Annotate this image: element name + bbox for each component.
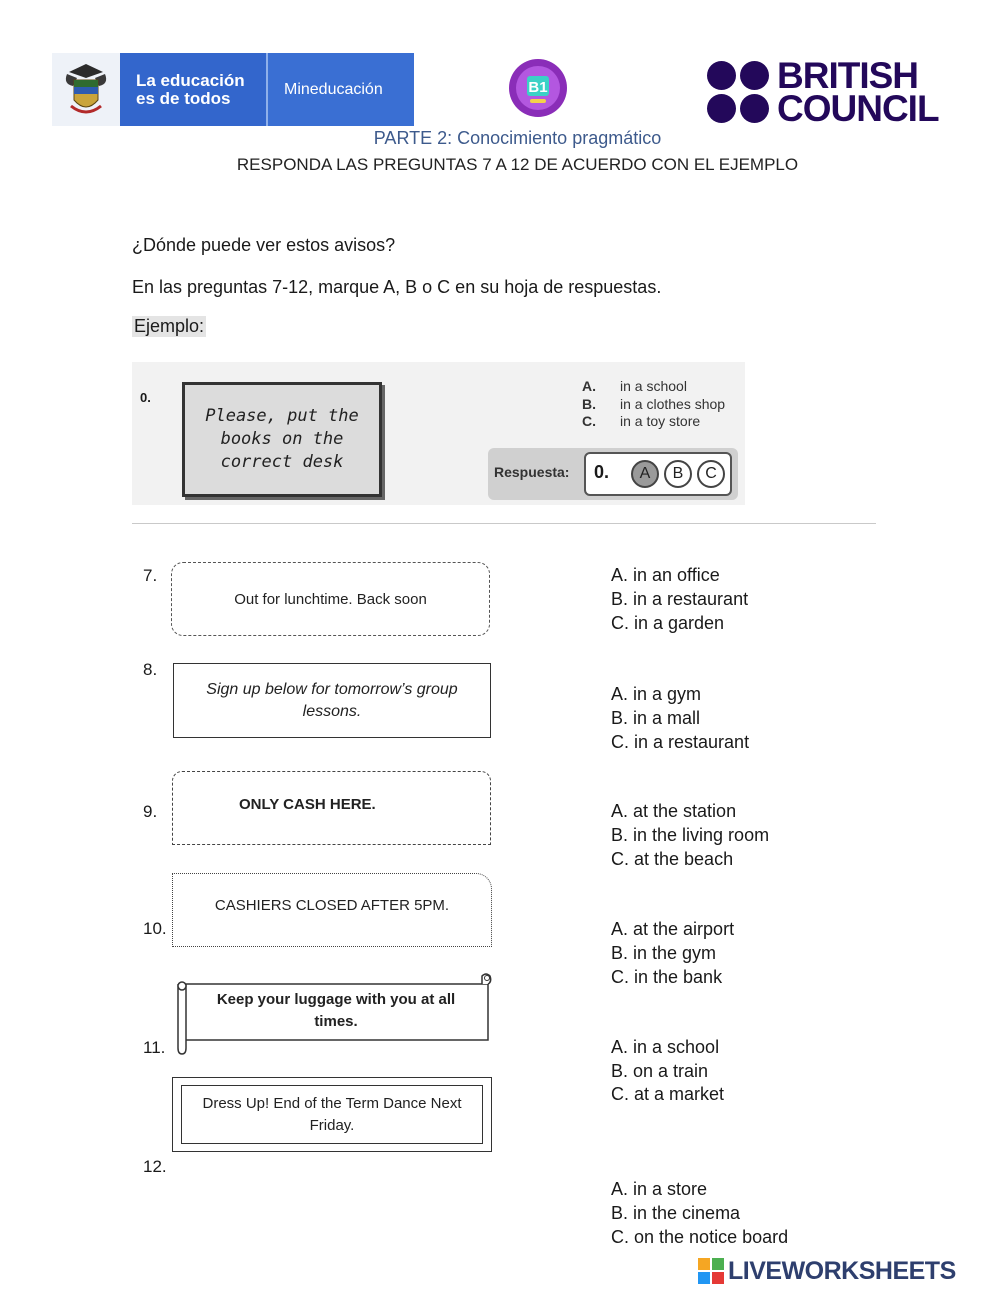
gov-slogan-line2: es de todos bbox=[136, 89, 231, 108]
q9-option-a[interactable]: A. at the station bbox=[611, 801, 737, 821]
section-divider bbox=[132, 523, 876, 524]
government-banner bbox=[52, 53, 414, 126]
answer-bubble-c: C bbox=[697, 460, 725, 488]
coat-of-arms-icon bbox=[63, 62, 109, 118]
liveworksheets-watermark bbox=[698, 1256, 998, 1286]
example-option-letter: C. bbox=[582, 413, 596, 429]
question-number-11: 11. bbox=[143, 1038, 166, 1057]
ministry-name: Mineducación bbox=[268, 53, 414, 126]
q12-option-c[interactable]: C. on the notice board bbox=[611, 1227, 789, 1247]
bc-line2: COUNCIL bbox=[777, 88, 939, 129]
q8-option-b[interactable]: B. in a mall bbox=[611, 708, 701, 728]
q7-option-c[interactable]: C. in a garden bbox=[611, 613, 725, 633]
q8-option-c[interactable]: C. in a restaurant bbox=[611, 732, 750, 752]
q10-option-a[interactable]: A. at the airport bbox=[611, 919, 735, 939]
sign-10: CASHIERS CLOSED AFTER 5PM. bbox=[172, 873, 492, 947]
example-option-a bbox=[582, 378, 687, 394]
british-council-dots-icon bbox=[707, 61, 769, 123]
question-number-12: 12. bbox=[143, 1157, 167, 1176]
gov-slogan bbox=[120, 53, 266, 126]
question-number-9: 9. bbox=[143, 802, 158, 821]
british-council-wordmark bbox=[777, 55, 939, 129]
example-option-b bbox=[582, 396, 725, 412]
question-number-7: 7. bbox=[143, 566, 158, 585]
q11-option-a[interactable]: A. in a school bbox=[611, 1037, 720, 1057]
colombia-seal bbox=[52, 53, 120, 126]
question-prompt: ¿Dónde puede ver estos avisos? bbox=[132, 235, 396, 255]
answer-bubble-b: B bbox=[664, 460, 692, 488]
example-option-letter: A. bbox=[582, 378, 596, 394]
answer-instruction: En las preguntas 7-12, marque A, B o C en su hoja de respuestas. bbox=[132, 277, 662, 297]
b1-challenge-logo bbox=[508, 58, 568, 118]
answer-bubble-a-selected: A bbox=[631, 460, 659, 488]
sign-7: Out for lunchtime. Back soon bbox=[171, 562, 490, 636]
b1-badge-icon bbox=[508, 58, 568, 118]
q7-option-b[interactable]: B. in a restaurant bbox=[611, 589, 749, 609]
gov-slogan-line1: La educación bbox=[136, 71, 245, 90]
example-answer-label: Respuesta: bbox=[494, 464, 570, 480]
british-council-logo bbox=[707, 55, 939, 129]
b1-badge-text: B1 bbox=[528, 79, 548, 96]
example-option-text: in a school bbox=[620, 378, 687, 394]
sign-8: Sign up below for tomorrow’s group lessons. bbox=[173, 663, 491, 738]
question-number-8: 8. bbox=[143, 660, 158, 679]
liveworksheets-brand: LIVEWORKSHEETS bbox=[728, 1256, 956, 1285]
section-instruction: RESPONDA LAS PREGUNTAS 7 A 12 DE ACUERDO CON EL EJEMPLO bbox=[236, 155, 799, 174]
q11-option-b[interactable]: B. on a train bbox=[611, 1061, 709, 1081]
section-title: PARTE 2: Conocimiento pragmático bbox=[373, 128, 662, 148]
example-heading: Ejemplo: bbox=[134, 316, 205, 336]
q9-option-c[interactable]: C. at the beach bbox=[611, 849, 734, 869]
sign-9: ONLY CASH HERE. bbox=[172, 771, 491, 845]
liveworksheets-logo-icon bbox=[698, 1258, 724, 1284]
example-sign: Please, put the books on the correct desk bbox=[182, 382, 382, 497]
example-option-text: in a clothes shop bbox=[620, 396, 726, 412]
q12-option-a[interactable]: A. in a store bbox=[611, 1179, 708, 1199]
q8-option-a[interactable]: A. in a gym bbox=[611, 684, 702, 704]
q10-option-b[interactable]: B. in the gym bbox=[611, 943, 717, 963]
question-number-10: 10. bbox=[143, 919, 167, 938]
q12-option-b[interactable]: B. in the cinema bbox=[611, 1203, 741, 1223]
example-option-text: in a toy store bbox=[620, 413, 701, 429]
q10-option-c[interactable]: C. in the bank bbox=[611, 967, 723, 987]
example-answer-number: 0. bbox=[594, 462, 610, 482]
example-option-c bbox=[582, 413, 700, 429]
example-option-letter: B. bbox=[582, 396, 596, 412]
q11-option-c[interactable]: C. at a market bbox=[611, 1084, 725, 1104]
sign-12: Dress Up! End of the Term Dance Next Friday. bbox=[181, 1085, 483, 1144]
q7-option-a[interactable]: A. in an office bbox=[611, 565, 720, 585]
example-number: 0. bbox=[140, 390, 151, 405]
sign-11: Keep your luggage with you at all times. bbox=[216, 991, 456, 1030]
bc-line1: BRITISH bbox=[777, 55, 918, 96]
q9-option-b[interactable]: B. in the living room bbox=[611, 825, 770, 845]
